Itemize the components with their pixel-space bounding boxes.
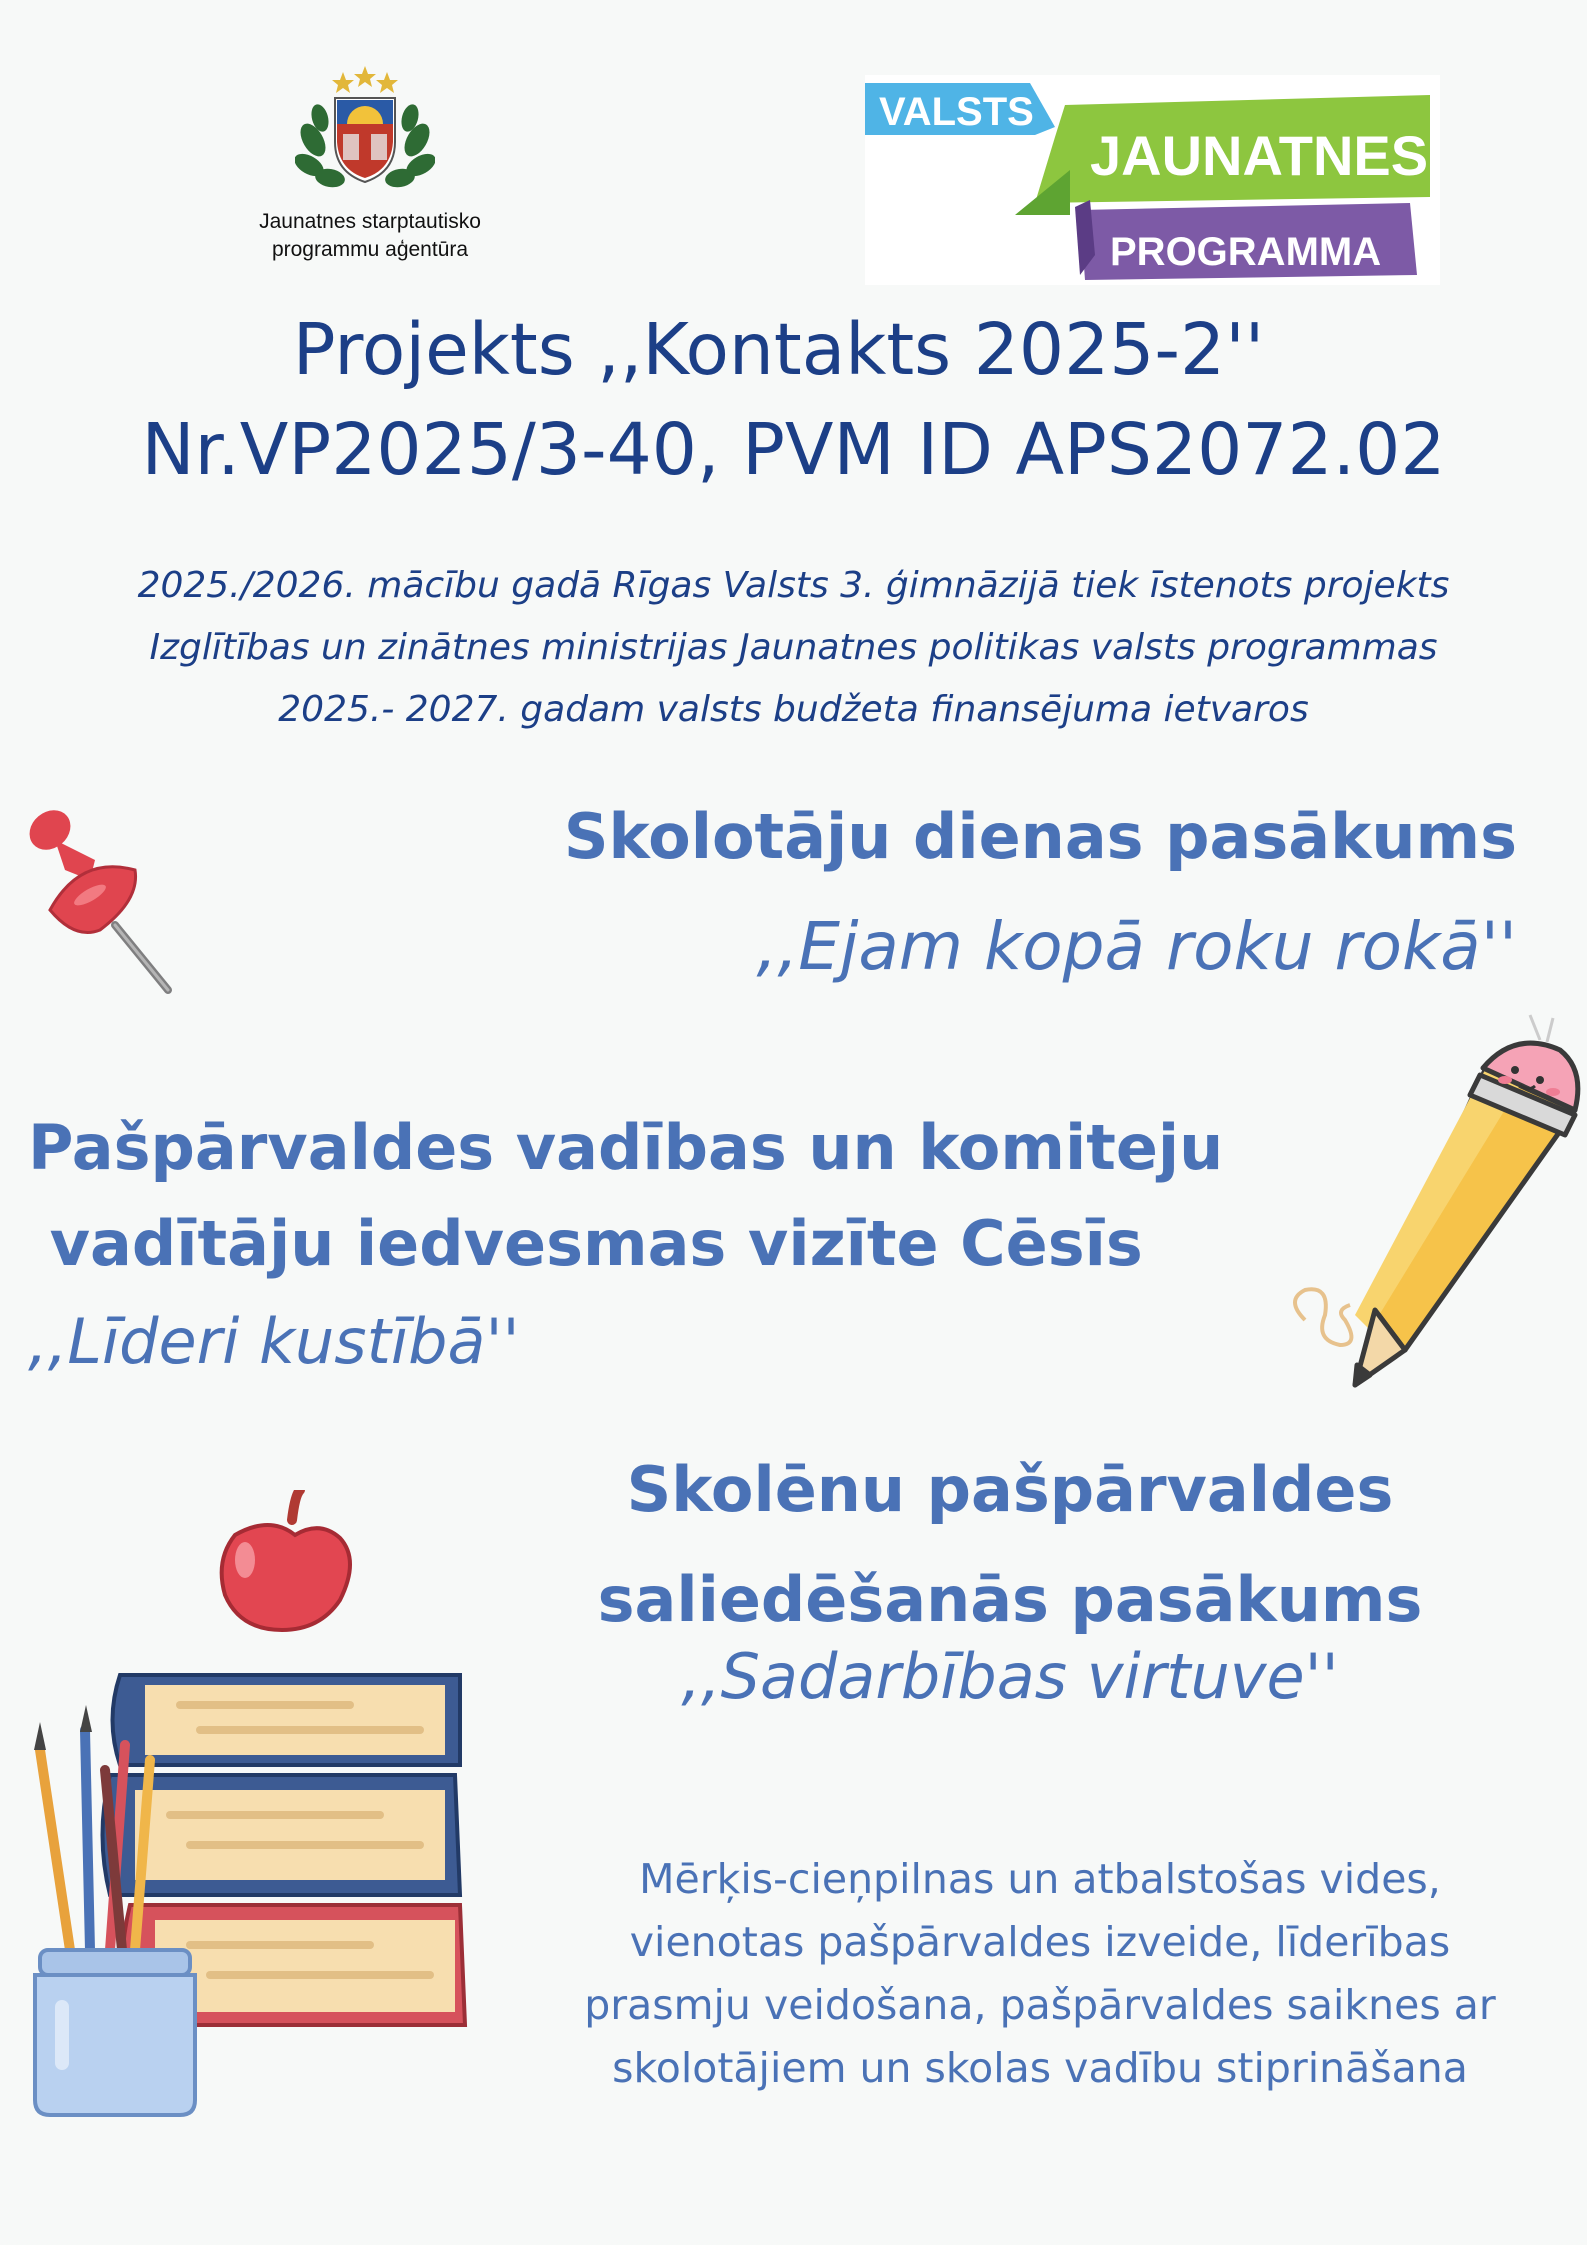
latvia-coat-of-arms-icon: [295, 60, 435, 195]
goal-paragraph: [510, 1848, 1570, 2100]
pushpin-icon: [20, 800, 180, 1000]
intro-line2: Izglītības un zinātnes ministrijas Jaunatnes politikas valsts programmas: [149, 627, 1438, 668]
goal-line2: vienotas pašpārvaldes izveide, līderības: [629, 1918, 1451, 1966]
goal-line3: prasmju veidošana, pašpārvaldes saiknes ar: [584, 1981, 1496, 2029]
pencil-icon: [1285, 1010, 1585, 1390]
logo-word-valsts: VALSTS: [879, 90, 1034, 134]
valsts-jaunatnes-programma-logo: [865, 75, 1440, 285]
intro-line3: 2025.- 2027. gadam valsts budžeta finansējuma ietvaros: [278, 689, 1309, 730]
logo-word-programma: PROGRAMMA: [1110, 230, 1382, 274]
event3-subtitle: ,,Sadarbības virtuve'': [681, 1640, 1339, 1713]
goal-line4: skolotājiem un skolas vadību stiprināšana: [612, 2044, 1468, 2092]
project-title: [0, 300, 1587, 500]
event1-title: Skolotāju dienas pasākums: [563, 800, 1517, 873]
intro-paragraph: [40, 555, 1547, 741]
goal-line1: Mērķis-cieņpilnas un atbalstošas vides,: [639, 1855, 1441, 1903]
agency-name: Jaunatnes starptautisko programmu aģentūra: [259, 210, 481, 261]
intro-line1: 2025./2026. mācību gadā Rīgas Valsts 3. ģimnāzijā tiek īstenots projekts: [137, 565, 1450, 606]
project-title-line2: Nr.VP2025/3-40, PVM ID APS2072.02: [141, 408, 1446, 491]
logo-word-jaunatnes: JAUNATNES: [1090, 124, 1429, 187]
event1-subtitle: ,,Ejam kopā roku rokā'': [756, 908, 1517, 985]
event2-subtitle: ,,Līderi kustībā'': [28, 1305, 520, 1378]
project-title-line1: Projekts ,,Kontakts 2025-2'': [292, 308, 1265, 391]
event3-title: Skolēnu pašpārvaldes saliedēšanās pasākums: [597, 1453, 1423, 1636]
event2-title: Pašpārvaldes vadības un komiteju vadītāju iedvesmas vizīte Cēsīs: [28, 1111, 1224, 1280]
pencil-jar-icon: [10, 1700, 210, 2120]
